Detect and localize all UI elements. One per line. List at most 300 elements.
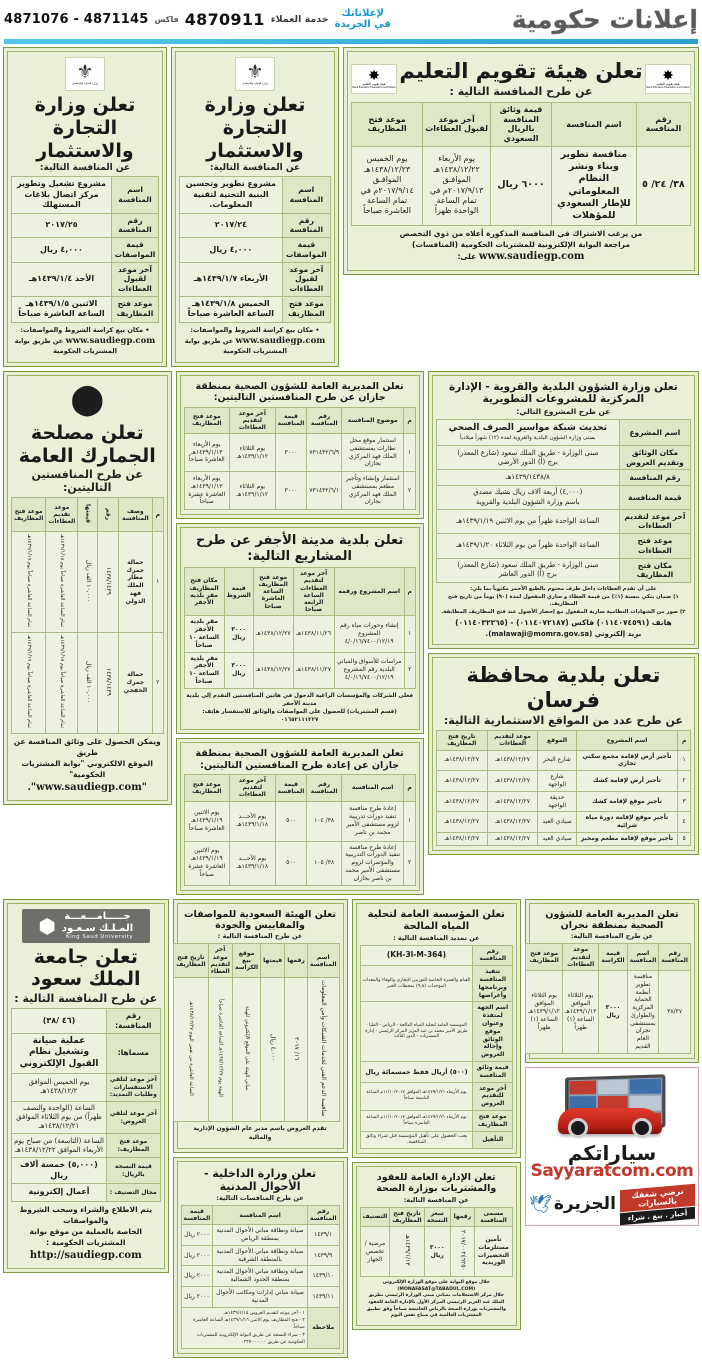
- row-label: مكان فتح المظاريف: [619, 558, 690, 583]
- row-value: الساعة الواحدة ظهراً من يوم الثلاثاء ١٤٣٩/١/٢٠هـ: [436, 534, 619, 559]
- th-open: موعد فتح المظاريف: [526, 944, 563, 971]
- row-bottom: [3, 899, 699, 1359]
- th-name: اسم المنافسة: [213, 1205, 308, 1224]
- table-row: [436, 750, 690, 771]
- td-num: ٧٣١٤٣٢/٦/١: [307, 472, 342, 510]
- table-row: [181, 1245, 339, 1266]
- td-name: صيانة ونظافة مباني الأحوال المدنية بمنطقة الرياض: [213, 1225, 308, 1246]
- table-row: [181, 1307, 339, 1349]
- td-number: ٣٨/ ٢٤/ ٥: [636, 146, 690, 225]
- td-name: منافسة تطوير أنظمة الحماية المركزية والطوارئ بمستشفى نجران العام القديم: [627, 970, 659, 1053]
- td-name: تأجير موقع لإقامة كشك: [576, 791, 678, 812]
- td-name: منافسة الدعم الفني لخدمات الشبكات وأمن المعلومات: [307, 978, 339, 1122]
- customs-url[interactable]: "www.saudiegp.com".: [27, 781, 148, 793]
- table-row: [184, 472, 415, 510]
- ksu-table: [11, 1008, 161, 1202]
- education-title: تعلن هيئة تقويم التعليم: [399, 59, 643, 83]
- table-row: [12, 213, 159, 238]
- car-icon: [558, 1108, 662, 1134]
- health-ministry-note: [360, 1277, 513, 1321]
- momra-title: تعلن وزارة الشؤون البلدية والقروية - الإدارة المركزية للمشروعات التطويرية: [449, 380, 678, 406]
- td-value: ٤,٠٠٠ ريال: [261, 978, 285, 1122]
- row-value: (٤٦ /٣٨): [12, 1009, 107, 1034]
- row-value: الساعة (التاسعة) من صباح يوم الأربعاء الموافق ١٤٣٨/١٢/٢٢هـ: [12, 1134, 107, 1158]
- saso-table: [173, 943, 339, 1122]
- td-open: ١٤٣٨/١٢/٢٧هـ: [436, 812, 487, 833]
- th-value: قيمة وثائق المنافسة بالريال السعودي: [491, 103, 552, 146]
- th-name: اسم المنافسة: [307, 944, 339, 978]
- civil-affairs-title: تعلن وزارة الداخلية - الأحوال المدنية: [203, 1166, 317, 1193]
- row-label: مجال التصنيف :: [107, 1184, 160, 1202]
- th-name: اسم المشروع ورقمه: [334, 568, 404, 616]
- table-row: [11, 532, 163, 633]
- td-price: ١٠,٠٠٠ الف ريال: [78, 532, 98, 633]
- table-row: [12, 177, 159, 213]
- th-submit: موعد تقديم العطاءات: [46, 498, 78, 532]
- td-open: ١٤٣٨/١٢/٢٧هـ: [436, 791, 487, 812]
- table-row: [181, 1225, 339, 1246]
- swcc-subtitle: عن تمديد المنافسة التالية :: [393, 933, 480, 942]
- education-logo-row: [351, 55, 691, 102]
- th-deadline: آخر موعد لتقديم العطاءات: [230, 407, 276, 434]
- customs-note-2: الموقع الالكتروني "بوابة المشتريات الحكومية": [21, 758, 153, 779]
- td-deadline: ١٤٣٨/١١/٢٧هـ: [293, 652, 334, 688]
- customs-note: [11, 734, 164, 796]
- ksu-logo-ar-1: جـــــامـــعـــة: [64, 911, 131, 923]
- row-value: يوم الأربعاء ١٤٣٩/١/٢١هـ الموافق ١١/١٠/٢٠١٧م الساعة العاشرة صباحاً: [360, 1110, 473, 1131]
- momra-notes: [436, 583, 691, 640]
- education-logo-left-icon: ✸ هيئة تقويم التعليم Saudi Education Evaluation Commission: [645, 64, 691, 94]
- row-label: موعد فتح المظاريف: [111, 296, 158, 322]
- health-note-3: والمشتريات بوزارة الصحة بالرياض الخامسة صباحاً وفق تطبيق المشتريات العالمية في صباح نفس اليوم: [366, 1306, 507, 1319]
- th-deadline: آخر موعد لتقديم العطاءات: [230, 775, 276, 802]
- note-cell: [181, 1307, 307, 1349]
- td-no: ١: [153, 532, 163, 633]
- card-momra: [428, 371, 699, 649]
- td-no: ٢: [678, 771, 691, 792]
- td-open: تمام الساعة العاشرة صباحاً يوم ١٤٣٩/١/١٩هـ: [11, 532, 45, 633]
- table-row: [180, 296, 331, 322]
- table-header-row: [352, 103, 691, 146]
- td-submit: ١٤٣٨/١٢/٢٧هـ: [487, 750, 538, 771]
- ksu-shield-icon: ⬢: [38, 913, 56, 938]
- row-value-sub: باسم وزارة الشؤون البلدية والقروية: [476, 497, 580, 506]
- td-deadline: الهيئة يوم ١٤٣٨/١٢/٢٧هـ الساعة العاشرة صباحاً: [208, 978, 232, 1122]
- th-deadline: آخر موعد لتقديم العطاءات الساعة الرابعة صباحا: [293, 568, 334, 616]
- td-name: تأجير موقع لإقامة دورة مياه شرائية: [576, 812, 678, 833]
- th-desc: وصف المنافسة: [118, 498, 152, 532]
- td-value: ٢٠٠٠ ريال: [181, 1225, 213, 1246]
- fursan-table: [436, 730, 691, 846]
- th-num: رقم: [98, 498, 118, 532]
- th-class: التصنيف: [360, 1207, 390, 1226]
- col-midleft-bottom: [173, 899, 348, 1359]
- advert-brand-en[interactable]: Sayyaratcom.com: [530, 1160, 694, 1181]
- row-label: قيمة المواصفات: [282, 238, 330, 263]
- table-header-row: [174, 944, 339, 978]
- td-submit: يوم الثلاثاء الموافق ١٤٣٩/١/١٢هـ الساعة (١) ظهراً: [562, 970, 599, 1053]
- td-open: ١٤٣٨/١٢/٢٧هـ: [436, 832, 487, 845]
- th-no: م: [404, 568, 415, 616]
- commerce2-url[interactable]: www.saudiegp.com: [235, 336, 326, 347]
- th-subject: موضوع المنافسة: [342, 407, 404, 434]
- th-open: موعد فتح المظاريف: [352, 103, 423, 146]
- td-open: يوم الأربعاء ١٤٣٩/١/١٣هـ العاشرة عشرة صباحاً: [184, 472, 230, 510]
- fax-numbers: 4871145 - 4871076: [4, 11, 149, 27]
- row-top: [3, 47, 699, 367]
- th-num: رقم المنافسة: [307, 1205, 339, 1224]
- card-commerce-infrastructure: [171, 47, 339, 367]
- masthead: [0, 0, 702, 44]
- customs-table: [11, 497, 164, 734]
- td-value: ٦٠٠٠ ريال: [491, 146, 552, 225]
- th-open: موعد فتح المظاريف: [11, 498, 45, 532]
- education-note-3: على:: [457, 252, 477, 262]
- saudi-emblem-icon: ⚜ وزارة التجارة والاستثمار: [235, 57, 275, 91]
- td-desc: حمالة جمرك الخفجي: [118, 633, 152, 734]
- td-place: مباني الهيئة على الموقع الإلكتروني للهيئة: [232, 978, 260, 1122]
- card-education-evaluation: [343, 47, 699, 275]
- table-header-row: [181, 1205, 339, 1224]
- table-row: [526, 970, 691, 1053]
- commerce2-note-1: • مكان بيع كراسة الشروط والمواصفات:: [190, 325, 320, 334]
- row-value: ٤,٠٠٠ ريال: [12, 238, 112, 263]
- fursan-title: تعلن بلدية محافظة فرسان: [466, 662, 661, 713]
- table-header-row: [184, 407, 415, 434]
- row-middle: [3, 371, 699, 895]
- education-note-1: من يرغب الاشتراك في المنافسة المذكورة أعلاه من ذوي التخصص: [399, 228, 643, 238]
- table-header-row: [184, 568, 415, 616]
- row-label: موعد فتح المظاريف: [473, 1110, 513, 1131]
- table-row: [184, 841, 415, 885]
- table-row: [360, 1002, 512, 1062]
- th-deadline: آخر موعد لتقديم العطاء: [208, 944, 232, 978]
- row-label: قيمة النسخة بالريال:: [107, 1158, 160, 1184]
- td-value: ٢٠٠٠ ريال: [181, 1287, 213, 1308]
- row-value: الأحد ١٤٣٩/١/٤هـ: [12, 262, 112, 296]
- civil-note-1: ١ - آخر موعد لتقديم العروض ١٤٣٩/١/١٥هـ.: [222, 1310, 305, 1316]
- th-open: تاريخ فتح المظاريف: [174, 944, 208, 978]
- th-name: اسم المنافسة: [341, 775, 404, 802]
- ajfar-title: تعلن بلدية مدينة الأجفر عن طرح المشاريع التالية:: [196, 533, 404, 564]
- row-value: الساعة الواحدة ظهراً من يوم الاثنين ١٤٣٩/١/١٩هـ: [436, 509, 619, 534]
- th-no: م: [404, 407, 415, 434]
- row-value: أعمال إلكترونية: [12, 1184, 107, 1202]
- customer-service-number: 4870911: [184, 9, 265, 29]
- th-open: موعد فتح المظاريف: [184, 775, 230, 802]
- table-row: [12, 1184, 161, 1202]
- row-value: يجب الحصول على تأهيل المؤسسة قبل شراء وثائق المنافسة.: [360, 1131, 473, 1148]
- td-num: ١٤٣٨/١٤٣٩: [98, 633, 118, 734]
- table-row: [181, 1287, 339, 1308]
- row-value: (٥٠٠) أريال فقط خمسمائة ريال: [360, 1061, 473, 1082]
- td-open: ١٤٣٨/١٢/٢٧هـ: [253, 652, 293, 688]
- table-row: [12, 238, 159, 263]
- col-right-bottom: [525, 899, 699, 1226]
- health-ministry-subtitle: عن المنافسة التالية:: [403, 1195, 469, 1204]
- commerce1-url[interactable]: www.saudiegp.com: [65, 336, 156, 347]
- table-row: [184, 616, 415, 652]
- table-row: [174, 978, 339, 1122]
- row-label: آخر موعد لتلقي الاستفسارات وطلبات التمديد:: [107, 1073, 160, 1101]
- row-label: رقم المنافسة: [619, 470, 690, 486]
- health-ministry-table: [360, 1207, 513, 1277]
- health-ministry-title: تعلن الإدارة العامة للعقود والمشتريات بوزارة الصحة: [376, 1171, 497, 1195]
- commerce1-logo-row: [11, 55, 159, 92]
- commerce1-subtitle: عن المنافسة التالية:: [39, 163, 131, 174]
- education-logo-ar-1: هيئة تقويم التعليم: [656, 82, 680, 87]
- health-note-1: خلال موقع البوابة على موقع الوزارة الإلكتروني (MONAFASAT@TABADUL.COM): [382, 1280, 490, 1292]
- health-note-2: خلال مركز الاستعلامات بمباني مبنى الوزارة الرئيسي بطريق الملك عبد العزيز الرئيسي المركز الأول بالإدارة العامة للعقود: [368, 1293, 505, 1306]
- td-no: ٥: [678, 832, 691, 845]
- row-value: الساعة (الواحدة والنصف ظهراً) من يوم الثلاثاء الموافق ١٤٣٨/١٢/٢١هـ: [12, 1102, 107, 1134]
- customs-note-1: ويمكن الحصول على وثائق المنافسة عن طريق: [13, 737, 161, 757]
- row-label: موعد فتح المظاريف: [282, 296, 330, 322]
- th-submit: موعد لتقديم العطاءات: [487, 731, 538, 750]
- td-value: ٣٠٠٠: [275, 434, 307, 472]
- td-name: صيانة مباني إدارات ومكاتب الأحوال المدنية: [213, 1287, 308, 1308]
- row-value: عملية صيانة وتشغيل نظام القبول الإلكتروني: [12, 1033, 107, 1073]
- advert-sayyaratcom[interactable]: [525, 1067, 699, 1226]
- th-value: قيمة الشروط: [224, 568, 253, 616]
- note-label: ملاحظة: [307, 1307, 339, 1349]
- education-table: [351, 102, 691, 225]
- card-ksu: [3, 899, 169, 1274]
- row-value: [436, 558, 619, 583]
- table-row: [352, 146, 691, 225]
- row-label: رقم المنافسة: [282, 213, 330, 238]
- td-deadline: يوم الثلاثاء ١٤٣٩/١/١٢هـ: [230, 472, 276, 510]
- table-row: [184, 652, 415, 688]
- commerce1-title: تعلن وزارة التجارة والاستثمار: [34, 94, 136, 162]
- commerce1-note: [11, 323, 159, 358]
- momra-note-2: ١) ضمان بنكي بنسبة (١٪) من قيمة العطاء و ساري المفعول لمدة (٩٠) يوماً من تاريخ فتح المظاريف.: [448, 593, 679, 608]
- row-label: رقم المنافسة:: [107, 1009, 160, 1034]
- table-row: [360, 1131, 512, 1148]
- ksu-url[interactable]: http://saudiegp.com: [29, 1249, 142, 1261]
- momra-subtitle: عن طرح المشروع التالي:: [516, 406, 611, 416]
- row-label: آخر موعد لقبول العطاءات: [111, 262, 158, 296]
- education-logo-right-icon: ✸ هيئة تقويم التعليم Saudi Education Evaluation Commission: [351, 64, 397, 94]
- row-value: يوم الخميس الموافق ١٤٣٨/١٢/٢هـ: [12, 1073, 107, 1101]
- td-open: يوم الثلاثاء الموافق ١٤٣٩/١/١٢هـ الساعة (١) ظهراً: [526, 970, 563, 1053]
- th-deadline: آخر موعد لقبول العطاءات: [423, 103, 491, 146]
- civil-note-2: ٢ - فتح المظاريف يوم الاثنين ١٤٣٩/١/١٦هـ الساعة العاشرة صباحاً.: [193, 1318, 305, 1331]
- td-num: ٣٨/ ١٠٤: [307, 801, 341, 841]
- table-row: [180, 177, 331, 213]
- swcc-table: [360, 945, 513, 1149]
- row-value: الاثنين ١٤٣٩/١/٥هـ الساعة العاشرة صباحاً: [12, 296, 112, 322]
- td-num: ١٤٣٩/١: [307, 1225, 339, 1246]
- saudi-emblem-icon: ⚜ وزارة التجارة والاستثمار: [65, 57, 105, 91]
- td-name: صيانة ونظافة مباني الأحوال المدنية بالمنطقة الشرقية: [213, 1245, 308, 1266]
- td-no: ٣: [678, 791, 691, 812]
- civil-affairs-table: [181, 1205, 340, 1349]
- row-label: رقم المنافسة: [111, 213, 158, 238]
- td-submit: ١٤٣٨/١٢/٢٧هـ: [487, 791, 538, 812]
- td-name: منافسة تطوير وبناء ونشر النظام المعلوماتي للإطار السعودي للمؤهلات: [552, 146, 637, 225]
- th-number: رقم المنافسة: [636, 103, 690, 146]
- jazan2-title: تعلن المديرية العامة للشؤون الصحية بمنطقة جازان عن إعادة طرح المنافستين التاليتين:: [195, 748, 404, 771]
- announcements-grid: [0, 44, 702, 1361]
- td-loc: صيادي العيد: [538, 832, 576, 845]
- ksu-note: [11, 1202, 161, 1264]
- najran-subtitle: عن طرح المنافسة التالية:: [570, 932, 654, 941]
- td-name: مراسات للأسواق والمباني البلدية رقم المشروع ٤/٠/١٦/٧٤٠٠/١٢/١٩: [334, 652, 404, 688]
- col-left-bottom: [3, 899, 169, 1274]
- ajfar-note-2: (قسم المشتريات) للحصول على المواصفات والوثائق للاستفسار هاتف: ٠١٦٥٢١١١٢٢٧: [202, 709, 397, 724]
- td-open: يوم الأربعاء ١٤٣٩/١/١٣هـ العاشرة صباحاً: [184, 434, 230, 472]
- td-num: ١٦/ ٢٠١٧: [285, 978, 308, 1122]
- td-deadline: يوم الأربعاء ١٤٣٨/١٢/٢٢هـ الموافـق ٢٠١٧/٩/١٣م في تمام الساعة الواحدة ظهراً: [423, 146, 491, 225]
- card-customs: [3, 371, 172, 805]
- th-value: قيمة المنافسة: [181, 1205, 213, 1224]
- row-value: (KH-3l-M-364): [360, 945, 473, 966]
- momra-email[interactable]: بريد إلكتروني (malawaji@momra.gov.sa).: [485, 629, 642, 638]
- td-open: يوم الاثنين ١٤٣٩/١/١٩هـ العاشرة صباحاً: [184, 801, 230, 841]
- table-header-row: [436, 731, 690, 750]
- table-row: [12, 1102, 161, 1134]
- td-open: الساعة العاشرة من نفس اليوم ١٤٣٨/١٢/٢٧هـ: [174, 978, 208, 1122]
- row-label: آخر موعد للتقديم العروض: [473, 1082, 513, 1110]
- table-row: [12, 1033, 161, 1073]
- table-row: [436, 812, 690, 833]
- row-value-main: مبنى الوزارة - طريق الملك سعود (شارع المعذر): [457, 448, 599, 457]
- row-value: الخميس ١٤٣٩/١/٨هـ الساعة العاشرة صباحاً: [180, 296, 283, 322]
- customs-logo-row: [11, 379, 164, 420]
- table-row: [12, 296, 159, 322]
- td-no: ١: [404, 616, 415, 652]
- jazan1-table: [184, 407, 416, 511]
- education-subtitle: عن طرح المنافسة التالية :: [449, 85, 593, 99]
- td-name: إنشاء وحورات مياه رقم المشروع ٤/٠/١٦/٧٤٠٠/١٢/١٩: [334, 616, 404, 652]
- row-value: يوم الأربعاء ١٤٣٩/١/٢١هـ الموافق ١١/١٠/٢٠١٧م الساعة التاسعة صباحاً: [360, 1082, 473, 1110]
- momra-note-1: على أن تقدم العطاءات داخل ظرف مختوم بالطبع الأحمر مكتوباً بما يلي:: [470, 586, 657, 593]
- col-midright-bottom: [352, 899, 521, 1331]
- page-title: إعلانات حكومية: [511, 4, 698, 34]
- td-num: ٣٨/ ١٠٥: [307, 841, 341, 885]
- row-value: ١٤٣٩/١٤٣٨/٨هـ: [436, 470, 619, 486]
- card-swcc: [352, 899, 521, 1158]
- td-class: مرضية / تخصص الجهاز: [360, 1227, 390, 1277]
- td-deadline: يوم الثلاثاء ١٤٣٩/١/١٢هـ: [230, 434, 276, 472]
- td-place: مقر بلدية الأجفر الساعة ١٠ صباحاً: [184, 652, 224, 688]
- najran-table: [525, 943, 691, 1054]
- table-row: [12, 1134, 161, 1158]
- td-no: ١: [678, 750, 691, 771]
- th-submit: موعد لتقديم العطاءات: [562, 944, 599, 971]
- td-submit: تمام الساعة العاشرة صباحاً يوم ١٤٣٩/١/١٨هـ: [46, 633, 78, 734]
- table-row: [12, 262, 159, 296]
- th-open: تاريخ فتح المظاريف: [390, 1207, 424, 1226]
- td-no: ٤: [678, 812, 691, 833]
- table-row: [181, 1266, 339, 1287]
- table-row: [184, 801, 415, 841]
- advert-bottom: [529, 1187, 695, 1222]
- card-saso: [173, 899, 348, 1153]
- fax-label: فاكس: [154, 14, 179, 24]
- commerce1-note-1: • مكان بيع كراسة الشروط والمواصفات:: [20, 325, 150, 334]
- col-right-middle: [428, 371, 699, 855]
- customs-emblem-icon: ⬤: [70, 381, 105, 417]
- th-value: قيمتها: [261, 944, 285, 978]
- td-value: ٢٠٠٠ ريال: [181, 1266, 213, 1287]
- row-value: مشروع تطوير وتحسين البنية التحتية لتقنية المعلومات.: [180, 177, 283, 213]
- td-open: تمام الساعة العاشرة صباحاً يوم ١٤٣٩/١/١٩هـ: [11, 633, 45, 734]
- contact-block: [4, 8, 391, 31]
- education-note-2: مراجعة البوابة الإلكترونية للمشتريات الحكومية (المنافسات): [412, 239, 630, 249]
- ksu-logo: [22, 909, 150, 943]
- row-value-sub: برج (أ) الدور الأرضي: [497, 457, 558, 466]
- commerce1-table: [11, 176, 159, 322]
- saso-note: تقدم العروض باسم مدير عام الشؤون الإدارية والمالية: [193, 1125, 327, 1141]
- th-open: موعد فتح المظاريف: [184, 407, 230, 434]
- ads-tagline-line1: لإعلاناتك: [341, 7, 384, 19]
- td-value: ٣٠٠٠ ريال: [224, 616, 253, 652]
- th-value: قيمة المنافسة: [275, 407, 307, 434]
- td-value: ٣٠٠٠ ريال: [224, 652, 253, 688]
- advert-ribbon-top: نرضي شغفك بالسيارات: [620, 1184, 695, 1213]
- ksu-note-2: الخاصة بالعملية من موقع بوابة المشتريات الحكومية :: [29, 1226, 142, 1247]
- td-num: ٧٣١٤٣٢/٦/٩: [307, 434, 342, 472]
- jazan1-title: تعلن المديرية العامة للشؤون الصحية بمنطقة جازان عن طرح المنافستين التاليتين:: [195, 380, 404, 404]
- customer-service-label: خدمة العملاء: [270, 13, 329, 25]
- row-value-main: مبنى الوزارة - طريق الملك سعود (شارع المعذر): [457, 561, 599, 570]
- advert-ribbon: [620, 1187, 695, 1222]
- th-name: اسم المنافسة: [552, 103, 637, 146]
- td-no: ٢: [404, 841, 415, 885]
- td-open: ١٤٣٨/١٢/٢٧هـ: [436, 771, 487, 792]
- customs-subtitle: عن طرح المنافستين التاليتين:: [31, 468, 143, 495]
- td-subject: استثمار موقع محل نظارات بمستشفى الملك فهد المركزي بجازان: [342, 434, 404, 472]
- education-logo-en-1: Saudi Education Evaluation Commission: [646, 85, 690, 89]
- table-row: [360, 945, 512, 966]
- table-header-row: [526, 944, 691, 971]
- td-deadline: يوم الأحـــد ١٤٣٩/١/١٨هـ: [230, 841, 276, 885]
- education-url[interactable]: www.saudiegp.com: [478, 251, 585, 263]
- row-value: الأربعاء ١٤٣٩/١/٧هـ: [180, 262, 283, 296]
- td-loc: صيادي العيد: [538, 812, 576, 833]
- ksu-note-1: يتم الاطلاع والشراء وسحب الشروط والمواصفات: [19, 1205, 153, 1226]
- td-name: إعادة طرح منافسة تنفيذ الدورات التدريبية والمؤتمرات لزوم مستشفى الأمير محمد بن ناصر بجازان: [341, 841, 404, 885]
- commerce2-title: تعلن وزارة التجارة والاستثمار: [204, 94, 306, 162]
- td-name: تأجير موقع لإقامة مطعم ومخبز: [576, 832, 678, 845]
- td-price: ٣٠٠٠ ريال: [424, 1227, 450, 1277]
- td-open: يوم الخميس ١٤٣٨/١٢/٢٣هـ الموافـق ٢٠١٧/٩/١٤م في تمام الساعة العاشرة صباحاً: [352, 146, 423, 225]
- table-row: [360, 966, 512, 1002]
- ksu-subtitle: عن طرح المنافسة التالية :: [14, 992, 158, 1006]
- customs-title: تعلن مصلحة الجمارك العامة: [18, 421, 156, 467]
- th-loc: الموقع: [538, 731, 576, 750]
- table-row: [360, 1061, 512, 1082]
- commerce1-note-2: عن طريق بوابة المشتريات الحكومية: [14, 337, 117, 356]
- row-label: آخر موعد لتقديم العطاءات: [619, 509, 690, 534]
- card-civil-affairs: [173, 1157, 348, 1359]
- th-value: قيمة المنافسة: [275, 775, 307, 802]
- education-note: [351, 226, 691, 266]
- th-num: رقم المنافسة: [307, 407, 342, 434]
- row-label: اسم الجهة لمنفذة وعنوان موقع الوثائق وإحالة العروض: [473, 1002, 513, 1062]
- th-price: قيمتها: [78, 498, 98, 532]
- table-row: [436, 558, 690, 583]
- td-name: تأجير أرض لإقامة مجمع سكني تجاري: [576, 750, 678, 771]
- col-middle: [176, 371, 424, 895]
- td-name: تأمين مستلزمات التحضيرات الوريدية: [474, 1227, 512, 1277]
- row-value-sub: برج (أ) الدور العاشر: [498, 570, 557, 579]
- th-value: قيمة الكراسة: [599, 944, 627, 971]
- civil-note-3: ٣ - شراء النسخة عن طريق البوابة الإلكترونية للمشتريات الحكومية عن طريق ٠٢٢٧٠٠٠٠٠٠: [196, 1332, 305, 1346]
- td-loc: شارع الواجهة: [538, 771, 576, 792]
